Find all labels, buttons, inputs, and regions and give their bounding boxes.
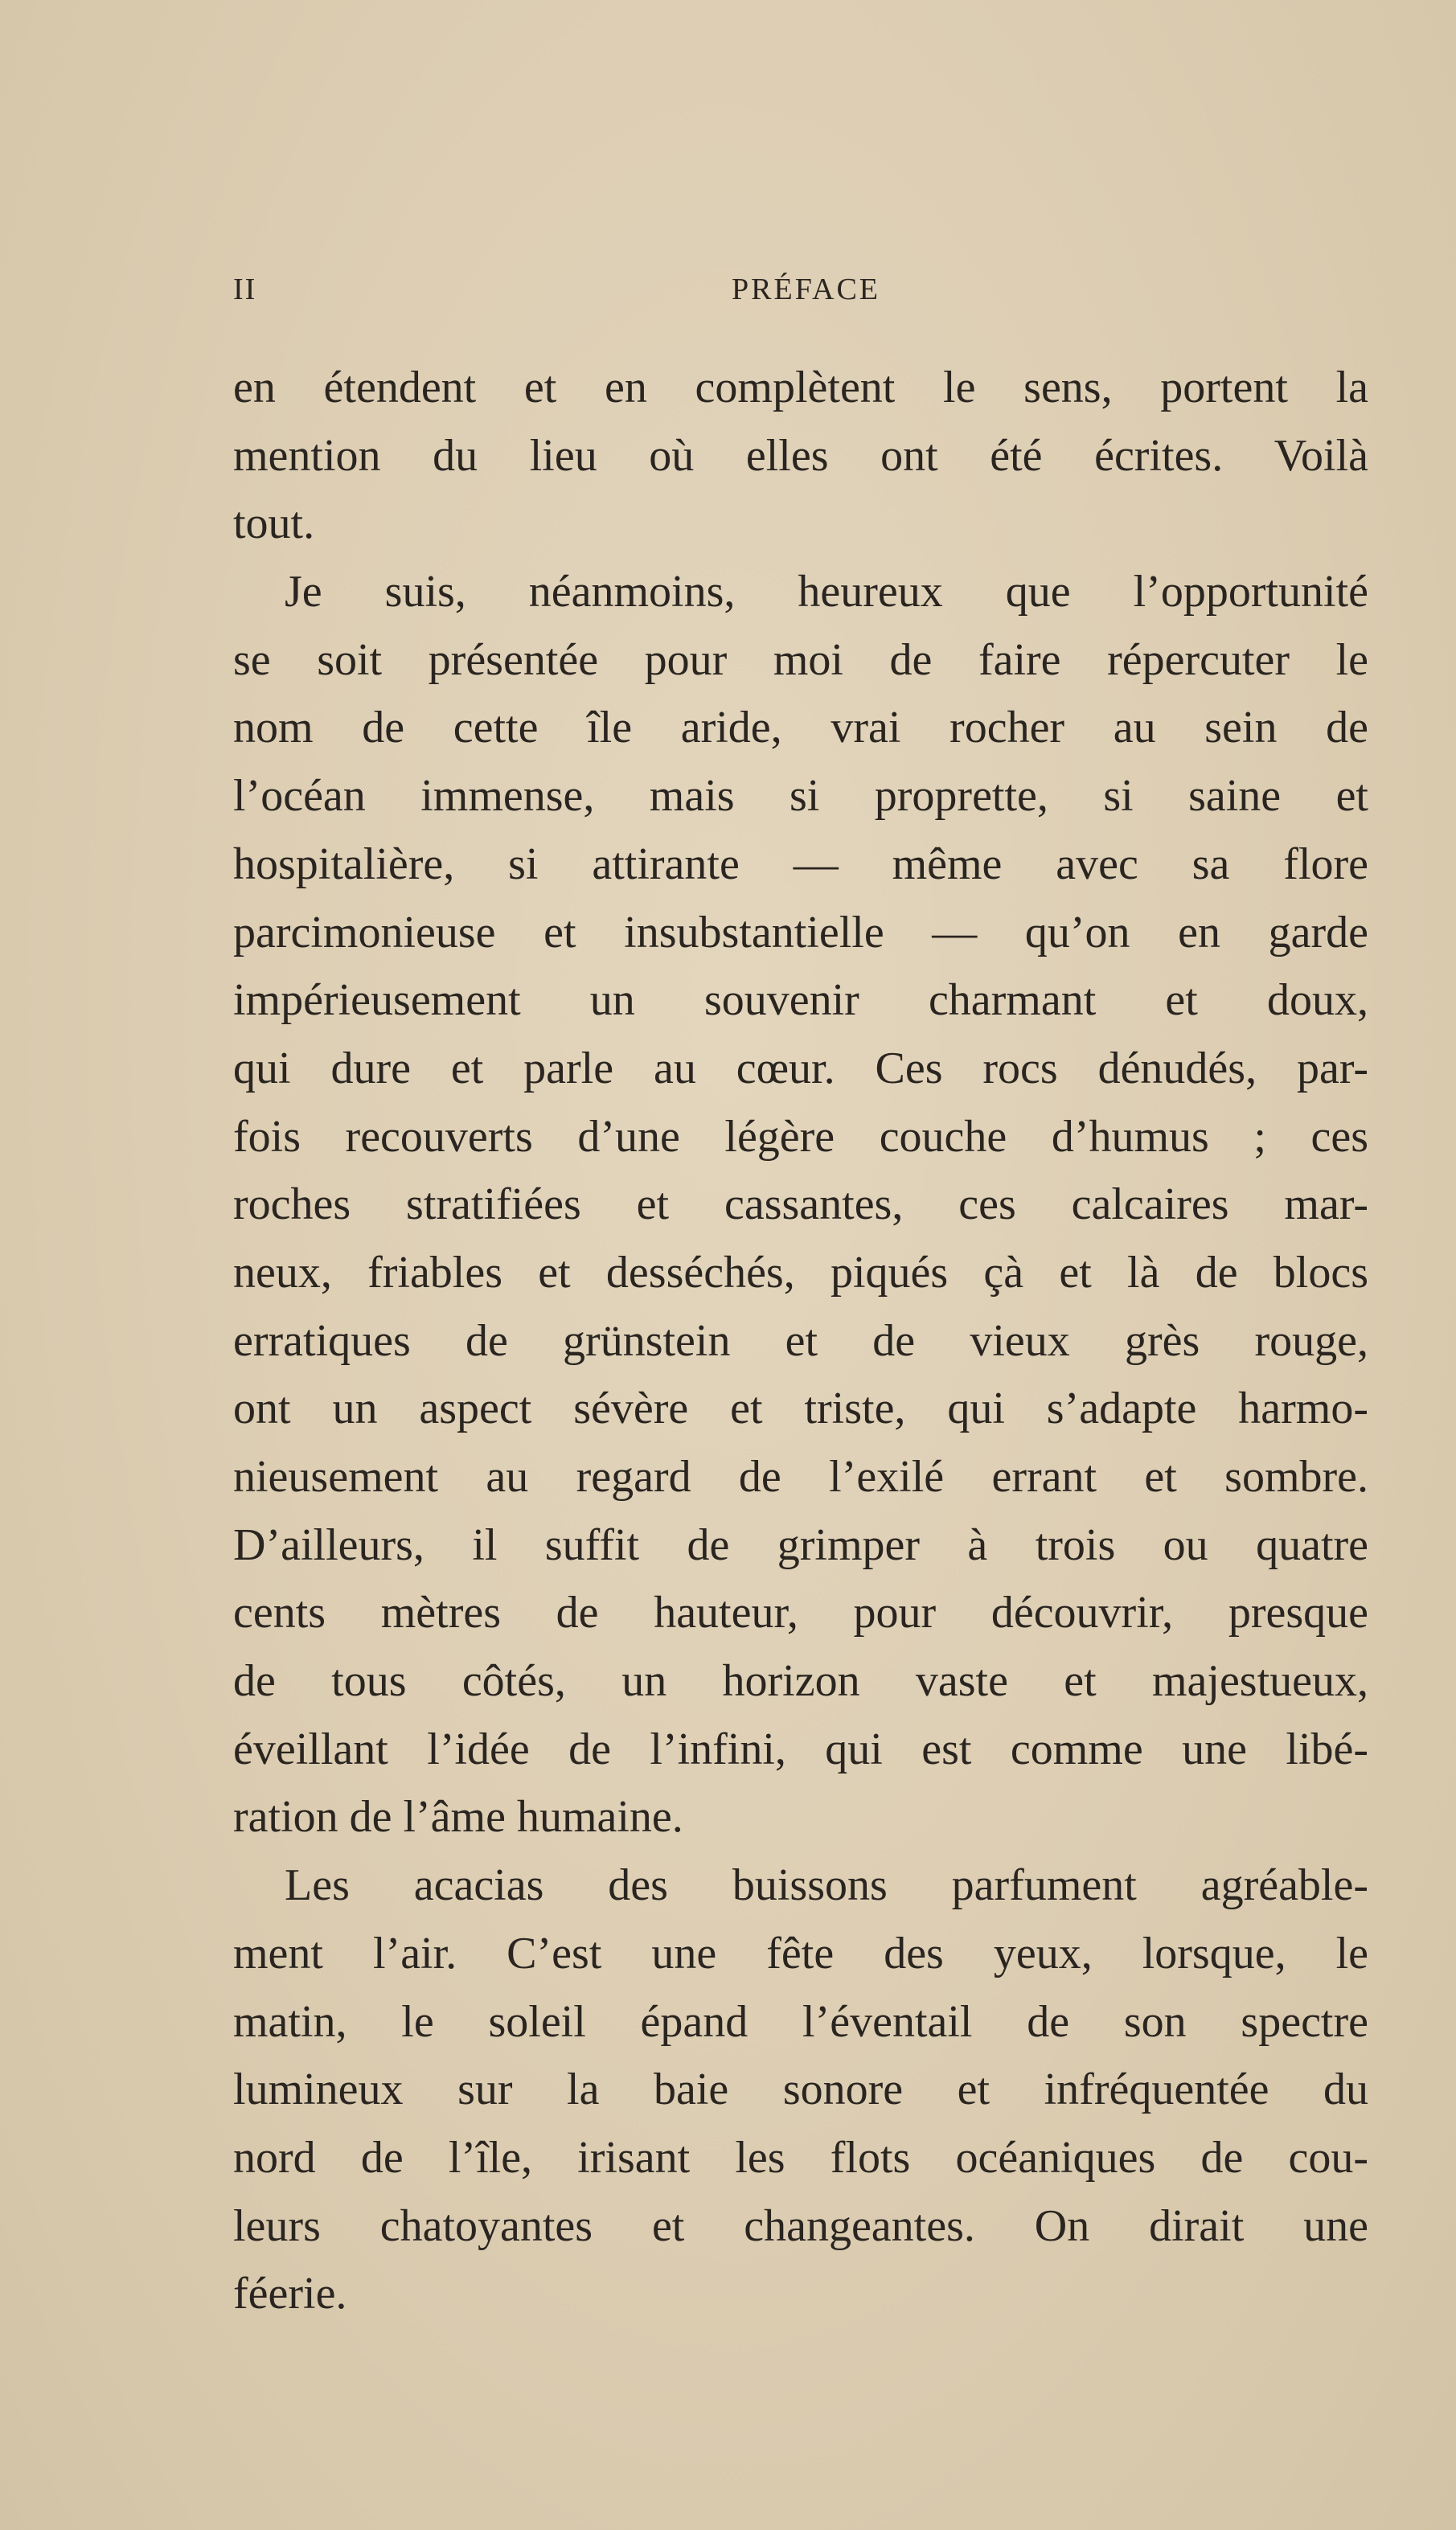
paragraph-start-line: Je suis, néanmoins, heureux que l’opportunité <box>285 567 1368 617</box>
text-line: en étendent et en complètent le sens, portent la <box>233 363 1368 412</box>
text-line: ration de l’âme humaine. <box>233 1792 683 1843</box>
text-line: l’océan immense, mais si proprette, si saine et <box>233 771 1368 822</box>
text-line: fois recouverts d’une légère couche d’humus ; ces <box>233 1111 1368 1162</box>
text-line: éveillant l’idée de l’infini, qui est comme une libé- <box>233 1724 1368 1774</box>
text-line: féerie. <box>233 2269 347 2319</box>
page-number: II <box>233 273 257 306</box>
text-line: leurs chatoyantes et changeantes. On dirait une <box>233 2200 1368 2251</box>
text-line: D’ailleurs, il suffit de grimper à trois ou quatre <box>233 1519 1368 1570</box>
text-line: nord de l’île, irisant les flots océaniques de cou- <box>233 2132 1368 2183</box>
text-line: de tous côtés, un horizon vaste et majestueux, <box>233 1656 1368 1707</box>
text-line: neux, friables et desséchés, piqués çà et là de blocs <box>233 1247 1368 1298</box>
text-line: cents mètres de hauteur, pour découvrir, presque <box>233 1588 1368 1638</box>
text-line: qui dure et parle au cœur. Ces rocs dénudés, par- <box>233 1043 1368 1093</box>
paragraph-start-line: Les acacias des buissons parfument agréable- <box>285 1860 1368 1911</box>
text-line: roches stratifiées et cassantes, ces calcaires mar- <box>233 1179 1368 1230</box>
text-line: mention du lieu où elles ont été écrites. Voilà <box>233 430 1368 481</box>
text-line: nieusement au regard de l’exilé errant et sombre. <box>233 1452 1368 1502</box>
text-line: nom de cette île aride, vrai rocher au sein de <box>233 703 1368 753</box>
text-line: erratiques de grünstein et de vieux grès rouge, <box>233 1315 1368 1366</box>
body-text <box>233 354 1368 2328</box>
page-header <box>233 272 1367 320</box>
text-line: ont un aspect sévère et triste, qui s’adapte harmo- <box>233 1384 1368 1434</box>
text-line: hospitalière, si attirante — même avec sa flore <box>233 839 1368 889</box>
text-line: se soit présentée pour moi de faire répercuter le <box>233 634 1368 685</box>
running-title: PRÉFACE <box>732 273 881 306</box>
text-line: tout. <box>233 498 315 549</box>
text-line: parcimonieuse et insubstantielle — qu’on en garde <box>233 907 1368 957</box>
text-line: ment l’air. C’est une fête des yeux, lorsque, le <box>233 1928 1368 1978</box>
text-line: matin, le soleil épand l’éventail de son spectre <box>233 1996 1368 2047</box>
text-line: lumineux sur la baie sonore et infréquentée du <box>233 2065 1368 2115</box>
text-line: impérieusement un souvenir charmant et doux, <box>233 975 1368 1026</box>
